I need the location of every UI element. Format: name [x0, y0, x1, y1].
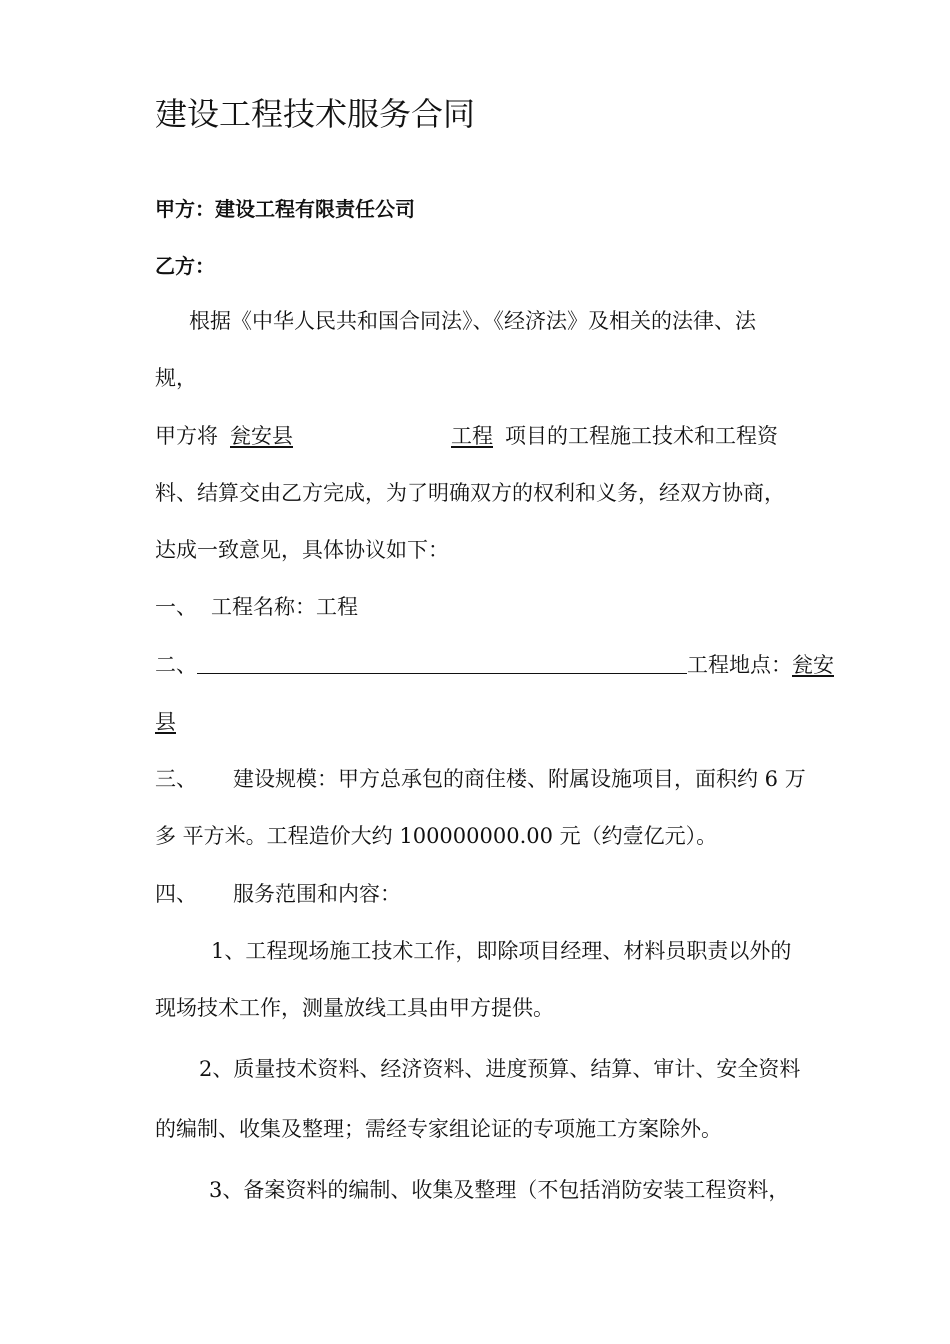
intro-line-4: 料、结算交由乙方完成，为了明确双方的权利和义务，经双方协商，	[155, 481, 785, 505]
item-four	[155, 879, 401, 909]
scope-2-line-2: 的编制、收集及整理；需经专家组论证的专项施工方案除外。	[155, 1117, 722, 1141]
item-two-value-b: 县	[155, 710, 176, 734]
item-two-value-a: 瓮安	[792, 653, 834, 677]
party-a: 甲方：建设工程有限责任公司	[155, 197, 415, 221]
item-three-text-1: 建设规模：甲方总承包的商住楼、附属设施项目，面积约 6 万	[233, 767, 806, 791]
item-one-number: 一、	[155, 595, 197, 619]
scope-3-line-1: 3、备案资料的编制、收集及整理（不包括消防安装工程资料，	[209, 1178, 790, 1202]
intro-line-3-prefix: 甲方将	[155, 424, 218, 448]
party-b: 乙方：	[155, 254, 215, 278]
project-location-underlined	[230, 424, 493, 448]
intro-line-3-suffix: 项目的工程施工技术和工程资	[505, 424, 778, 448]
item-two-number: 二、	[155, 653, 197, 677]
project-location: 瓮安县	[230, 424, 293, 448]
item-three-number: 三、	[155, 767, 197, 791]
item-three-line-1	[155, 764, 806, 794]
intro-line-5: 达成一致意见，具体协议如下：	[155, 538, 449, 562]
document-title: 建设工程技术服务合同	[155, 95, 476, 133]
intro-line-3	[155, 421, 778, 451]
item-one-text: 工程名称：工程	[211, 595, 358, 619]
project-name: 工程	[451, 424, 493, 448]
item-two	[155, 650, 834, 680]
item-four-text: 服务范围和内容：	[233, 882, 401, 906]
item-three-line-2: 多 平方米。工程造价大约 100000000.00 元（约壹亿元）。	[155, 824, 718, 848]
item-two-label: 工程地点：	[687, 653, 792, 677]
intro-line-1: 根据《中华人民共和国合同法》、《经济法》及相关的法律、法	[189, 309, 756, 333]
blank-underline	[197, 651, 687, 674]
scope-2-line-1: 2、质量技术资料、经济资料、进度预算、结算、审计、安全资料	[199, 1057, 801, 1081]
scope-1-line-2: 现场技术工作，测量放线工具由甲方提供。	[155, 996, 554, 1020]
intro-line-2: 规，	[155, 366, 197, 390]
scope-1-line-1: 1、工程现场施工技术工作，即除项目经理、材料员职责以外的	[211, 939, 792, 963]
item-four-number: 四、	[155, 882, 197, 906]
item-one	[155, 592, 358, 622]
